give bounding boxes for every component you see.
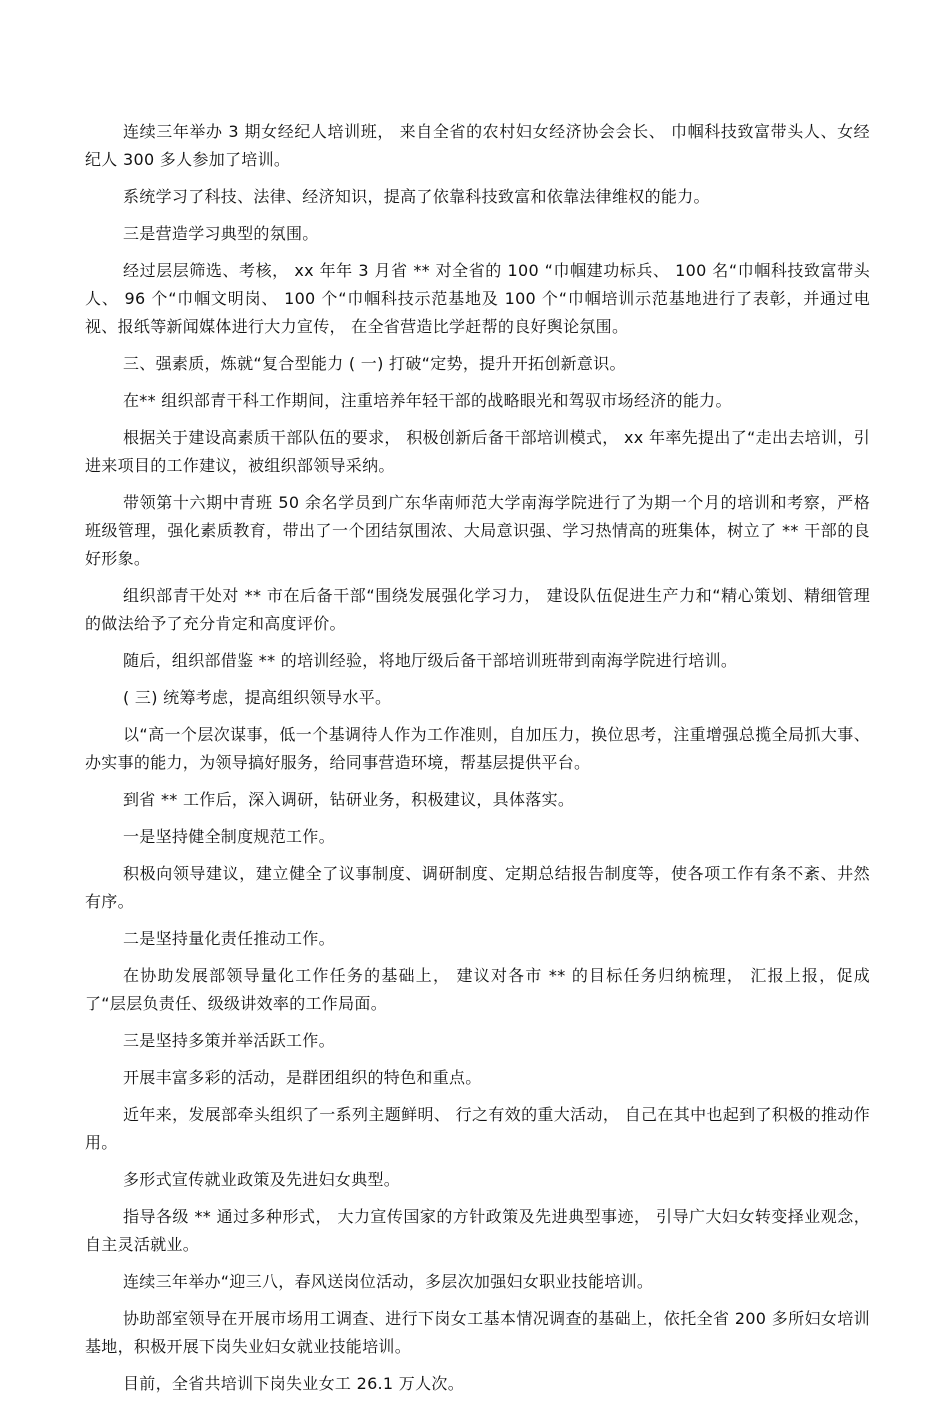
- paragraph-13: 到省 ** 工作后，深入调研，钻研业务，积极建议，具体落实。: [123, 790, 575, 809]
- paragraph-22: 指导各级 ** 通过多种形式， 大力宣传国家的方针政策及先进典型事迹， 引导广大妇女转变择业观念，自主灵活就业。: [85, 1207, 870, 1254]
- paragraph-20: 近年来，发展部牵头组织了一系列主题鲜明、 行之有效的重大活动， 自己在其中也起到了积极的推动作用。: [85, 1105, 870, 1152]
- paragraph-7: 根据关于建设高素质干部队伍的要求， 积极创新后备干部培训模式， xx 年率先提出了“走出去培训，引进来项目的工作建议，被组织部领导采纳。: [85, 428, 870, 475]
- paragraph-14: 一是坚持健全制度规范工作。: [123, 827, 335, 846]
- paragraph-6: 在** 组织部青干科工作期间，注重培养年轻干部的战略眼光和驾驭市场经济的能力。: [123, 391, 732, 410]
- paragraph-8: 带领第十六期中青班 50 余名学员到广东华南师范大学南海学院进行了为期一个月的培训和考察，严格班级管理，强化素质教育，带出了一个团结氛围浓、大局意识强、学习热情高的班集体，树立了 ** 干部的良好形象。: [85, 493, 870, 568]
- paragraph-16: 二是坚持量化责任推动工作。: [123, 929, 335, 948]
- paragraph-10: 随后，组织部借鉴 ** 的培训经验，将地厅级后备干部培训班带到南海学院进行培训。: [123, 651, 738, 670]
- paragraph-24: 协助部室领导在开展市场用工调查、进行下岗女工基本情况调查的基础上，依托全省 200 多所妇女培训基地，积极开展下岗失业妇女就业技能培训。: [85, 1309, 870, 1356]
- paragraph-4: 经过层层筛选、考核， xx 年年 3 月省 ** 对全省的 100 “巾帼建功标兵、 100 名“巾帼科技致富带头人、 96 个“巾帼文明岗、 100 个“巾帼科技示范基地及 100 个“巾帼培训示范基地进行了表彰，并通过电视、报纸等新闻媒体进行大力宣传， 在全省营造比学赶帮的良好舆论氛围。: [85, 261, 870, 336]
- paragraph-25: 目前，全省共培训下岗失业女工 26.1 万人次。: [123, 1374, 464, 1393]
- paragraph-18: 三是坚持多策并举活跃工作。: [123, 1031, 335, 1050]
- paragraph-3: 三是营造学习典型的氛围。: [123, 224, 319, 243]
- paragraph-21: 多形式宣传就业政策及先进妇女典型。: [123, 1170, 401, 1189]
- paragraph-5: 三、强素质，炼就“复合型能力 ( 一) 打破“定势，提升开拓创新意识。: [123, 354, 626, 373]
- paragraph-2: 系统学习了科技、法律、经济知识，提高了依靠科技致富和依靠法律维权的能力。: [123, 187, 710, 206]
- document-body: [85, 118, 870, 1407]
- paragraph-17: 在协助发展部领导量化工作任务的基础上， 建议对各市 ** 的目标任务归纳梳理， 汇报上报，促成了“层层负责任、级级讲效率的工作局面。: [85, 966, 870, 1013]
- paragraph-19: 开展丰富多彩的活动，是群团组织的特色和重点。: [123, 1068, 482, 1087]
- paragraph-9: 组织部青干处对 ** 市在后备干部“围绕发展强化学习力， 建设队伍促进生产力和“精心策划、精细管理的做法给予了充分肯定和高度评价。: [85, 586, 870, 633]
- paragraph-23: 连续三年举办“迎三八，春风送岗位活动，多层次加强妇女职业技能培训。: [123, 1272, 654, 1291]
- paragraph-15: 积极向领导建议，建立健全了议事制度、调研制度、定期总结报告制度等，使各项工作有条不紊、井然有序。: [85, 864, 870, 911]
- paragraph-1: 连续三年举办 3 期女经纪人培训班， 来自全省的农村妇女经济协会会长、 巾帼科技致富带头人、女经纪人 300 多人参加了培训。: [85, 122, 870, 169]
- paragraph-12: 以“高一个层次谋事，低一个基调待人作为工作准则，自加压力，换位思考，注重增强总揽全局抓大事、办实事的能力，为领导搞好服务，给同事营造环境，帮基层提供平台。: [85, 725, 870, 772]
- paragraph-11: ( 三) 统筹考虑，提高组织领导水平。: [123, 688, 392, 707]
